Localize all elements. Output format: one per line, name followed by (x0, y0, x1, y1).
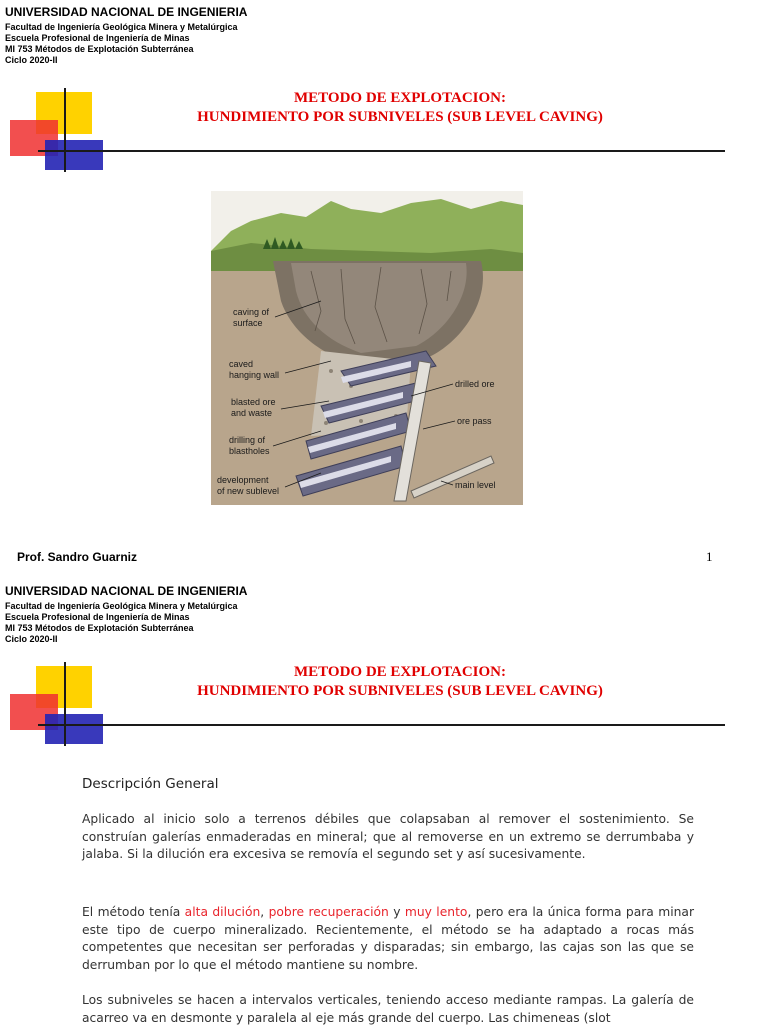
cycle-label: Ciclo 2020-II (5, 55, 58, 65)
title-line-1: METODO DE EXPLOTACION: (294, 664, 506, 680)
svg-text:caving of: caving of (233, 307, 270, 317)
school-name: Escuela Profesional de Ingeniería de Minas (5, 33, 190, 43)
slide-title (110, 89, 690, 127)
svg-text:drilled ore: drilled ore (455, 379, 495, 389)
author-name: Prof. Sandro Guarniz (17, 550, 138, 564)
section-heading: Descripción General (82, 776, 219, 792)
svg-text:development: development (217, 475, 269, 485)
paragraph-2 (82, 904, 694, 974)
paragraph-2-text-a: El método tenía (82, 905, 185, 919)
svg-text:of new sublevel: of new sublevel (217, 486, 280, 496)
page-number: 1 (706, 549, 713, 564)
highlight-alta-dilucion: alta dilución (184, 905, 261, 919)
faculty-name: Facultad de Ingeniería Geológica Minera y Metalúrgica (5, 601, 238, 611)
svg-text:hanging wall: hanging wall (229, 370, 280, 380)
school-name: Escuela Profesional de Ingeniería de Minas (5, 612, 190, 622)
svg-text:drilling of: drilling of (229, 435, 266, 445)
slide-2 (0, 574, 768, 1024)
highlight-pobre-recuperacion: pobre recuperación (268, 905, 389, 919)
title-line-2: HUNDIMIENTO POR SUBNIVELES (SUB LEVEL CAVING) (197, 683, 603, 699)
sublevel-caving-diagram (211, 191, 523, 505)
paragraph-1: Aplicado al inicio solo a terrenos débiles que colapsaban al remover el sostenimiento. Se construían galerías enmaderadas en mineral; que al removerse en un extremo se derrumbaba y jalaba. Si la dilución era excesiva se removía el segundo set y así sucesivamente. (82, 812, 694, 861)
cycle-label: Ciclo 2020-II (5, 634, 58, 644)
course-name: MI 753 Métodos de Explotación Subterránea (5, 623, 194, 633)
paragraph-3: Los subniveles se hacen a intervalos verticales, teniendo acceso mediante rampas. La galería de acarreo va en desmonte y paralela al eje más grande del cuerpo. Las chimeneas (slot (82, 993, 694, 1025)
svg-text:blastholes: blastholes (229, 446, 270, 456)
university-name: UNIVERSIDAD NACIONAL DE INGENIERIA (5, 5, 248, 19)
svg-text:ore pass: ore pass (457, 416, 492, 426)
svg-text:main level: main level (455, 480, 496, 490)
course-name: MI 753 Métodos de Explotación Subterránea (5, 44, 194, 54)
paragraph-2-text-d: , pero era la única forma para minar este tipo de cuerpo mineralizado. Recientemente, el método se ha adaptado a rocas más competentes que necesitan ser perforadas y disparadas; sin embargo, las cajas son las que se derrumban por lo que el método mantiene su nombre. (82, 905, 694, 972)
svg-text:surface: surface (233, 318, 263, 328)
paragraph-2-text-b: , (260, 905, 269, 919)
slide-title (110, 663, 690, 701)
svg-text:and waste: and waste (231, 408, 273, 418)
svg-text:blasted ore: blasted ore (231, 397, 276, 407)
svg-text:caved: caved (229, 359, 254, 369)
faculty-name: Facultad de Ingeniería Geológica Minera y Metalúrgica (5, 22, 238, 32)
title-line-1: METODO DE EXPLOTACION: (294, 90, 506, 106)
university-name: UNIVERSIDAD NACIONAL DE INGENIERIA (5, 584, 248, 598)
highlight-muy-lento: muy lento (404, 905, 468, 919)
paragraph-2-text-c: y (388, 905, 405, 919)
title-line-2: HUNDIMIENTO POR SUBNIVELES (SUB LEVEL CAVING) (197, 109, 603, 125)
